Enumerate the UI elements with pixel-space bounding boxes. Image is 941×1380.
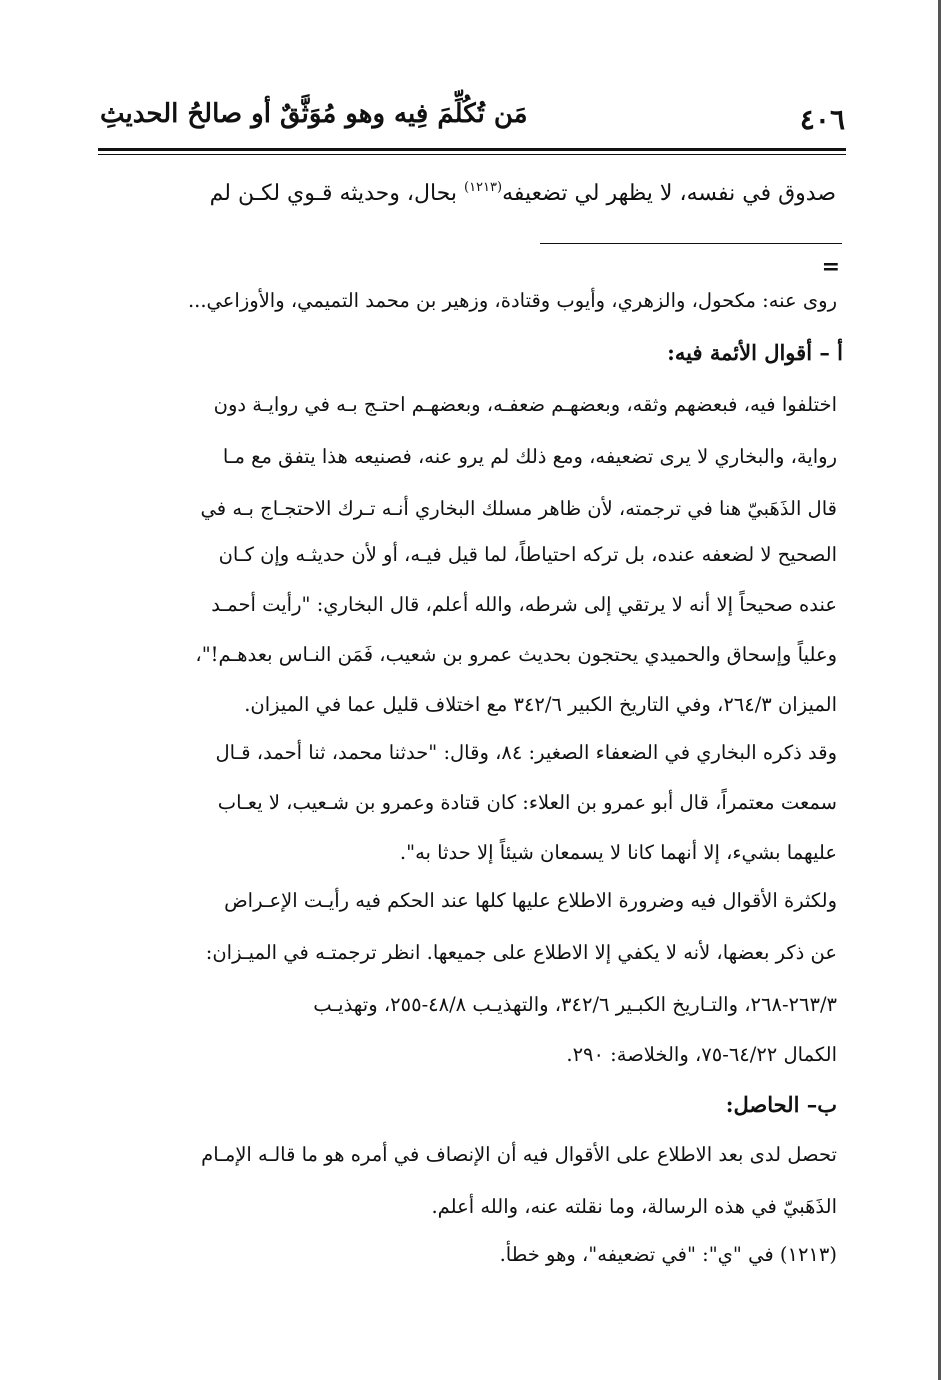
paragraph-line: عنده صحيحاً إلا أنه لا يرتقي إلى شرطه، والله أعلم، قال البخاري: "رأيت أحمـد [211,593,837,616]
narrators-line: روى عنه: مكحول، والزهري، وأيوب وقتادة، وزهير بن محمد التميمي، والأوزاعي... [187,289,837,312]
header-rule-thin [98,154,846,155]
section-b-heading: ب– الحاصل: [725,1092,837,1117]
paragraph-line: ولكثرة الأقوال فيه وضرورة الاطلاع عليها كلها عند الحكم فيه رأيـت الإعـراض [224,889,837,912]
paragraph-line: الكمال ٦٤/٢٢-٧٥، والخلاصة: ٢٩٠. [566,1043,837,1066]
paragraph-line: ٢٦٣/٣-٢٦٨، والتـاريخ الكبـير ٣٤٢/٦، والتهذيـب ٤٨/٨-٢٥٥، وتهذيـب [313,993,837,1016]
header-rule-thick [98,148,846,151]
paragraph-line: الذَهَبيّ في هذه الرسالة، وما نقلته عنه، والله أعلم. [431,1195,837,1218]
paragraph-line: تحصل لدى بعد الاطلاع على الأقوال فيه أن الإنصاف في أمره هو ما قالـه الإمـام [201,1143,837,1166]
paragraph-line: عن ذكر بعضها، لأنه لا يكفي إلا الاطلاع على جميعها. انظر ترجمتـه في الميـزان: [205,941,837,964]
page-header [100,95,845,143]
paragraph-line: وعلياً وإسحاق والحميدي يحتجون بحديث عمرو بن شعيب، فَمَن النـاس بعدهـم!"، [195,643,837,666]
carryover-text-end: بحال، وحديثه قـوي لكـن لم [209,181,464,206]
page-number: ٤٠٦ [799,103,845,136]
continuation-mark: = [821,254,840,280]
section-a-heading: أ – أقوال الأئمة فيه: [667,340,843,365]
footnote-reference: (١٢١٣) [463,180,503,195]
carryover-footnote-line [210,180,836,206]
footnote-separator [540,243,842,244]
paragraph-line: عليهما بشيء، إلا أنهما كانا لا يسمعان شيئاً إلا حدثا به". [399,841,837,864]
paragraph-line: قال الذَهَبيّ هنا في ترجمته، لأن ظاهر مسلك البخاري أنـه تـرك الاحتجـاج بـه في [200,497,837,520]
paragraph-line: الصحيح لا لضعفه عنده، بل تركه احتياطاً، لما قيل فيـه، أو لأن حديثـه وإن كـان [218,543,837,566]
paragraph-line: الميزان ٢٦٤/٣، وفي التاريخ الكبير ٣٤٢/٦ مع اختلاف قليل عما في الميزان. [244,693,837,716]
running-title: مَن تُكُلِّمَ فِيه وهو مُوَثَّقٌ أو صالحُ الحديثِ [100,99,528,129]
paragraph-line: سمعت معتمراً، قال أبو عمرو بن العلاء: كان قتادة وعمرو بن شـعيب، لا يعـاب [217,791,837,814]
paragraph-line: اختلفوا فيه، فبعضهم وثقه، وبعضهـم ضعفـه، وبعضهـم احتـج بـه في روايـة دون [213,393,837,416]
carryover-text-start: صدوق في نفسه، لا يظهر لي تضعيفه [502,181,836,206]
paragraph-line: وقد ذكره البخاري في الضعفاء الصغير: ٨٤، وقال: "حدثنا محمد، ثنا أحمد، قـال [215,741,837,764]
footnote: (١٢١٣) في "ي": "في تضعيفه"، وهو خطأ. [499,1243,837,1266]
paragraph-line: رواية، والبخاري لا يرى تضعيفه، ومع ذلك لم يرو عنه، فصنيعه هذا يتفق مع مـا [222,445,837,468]
